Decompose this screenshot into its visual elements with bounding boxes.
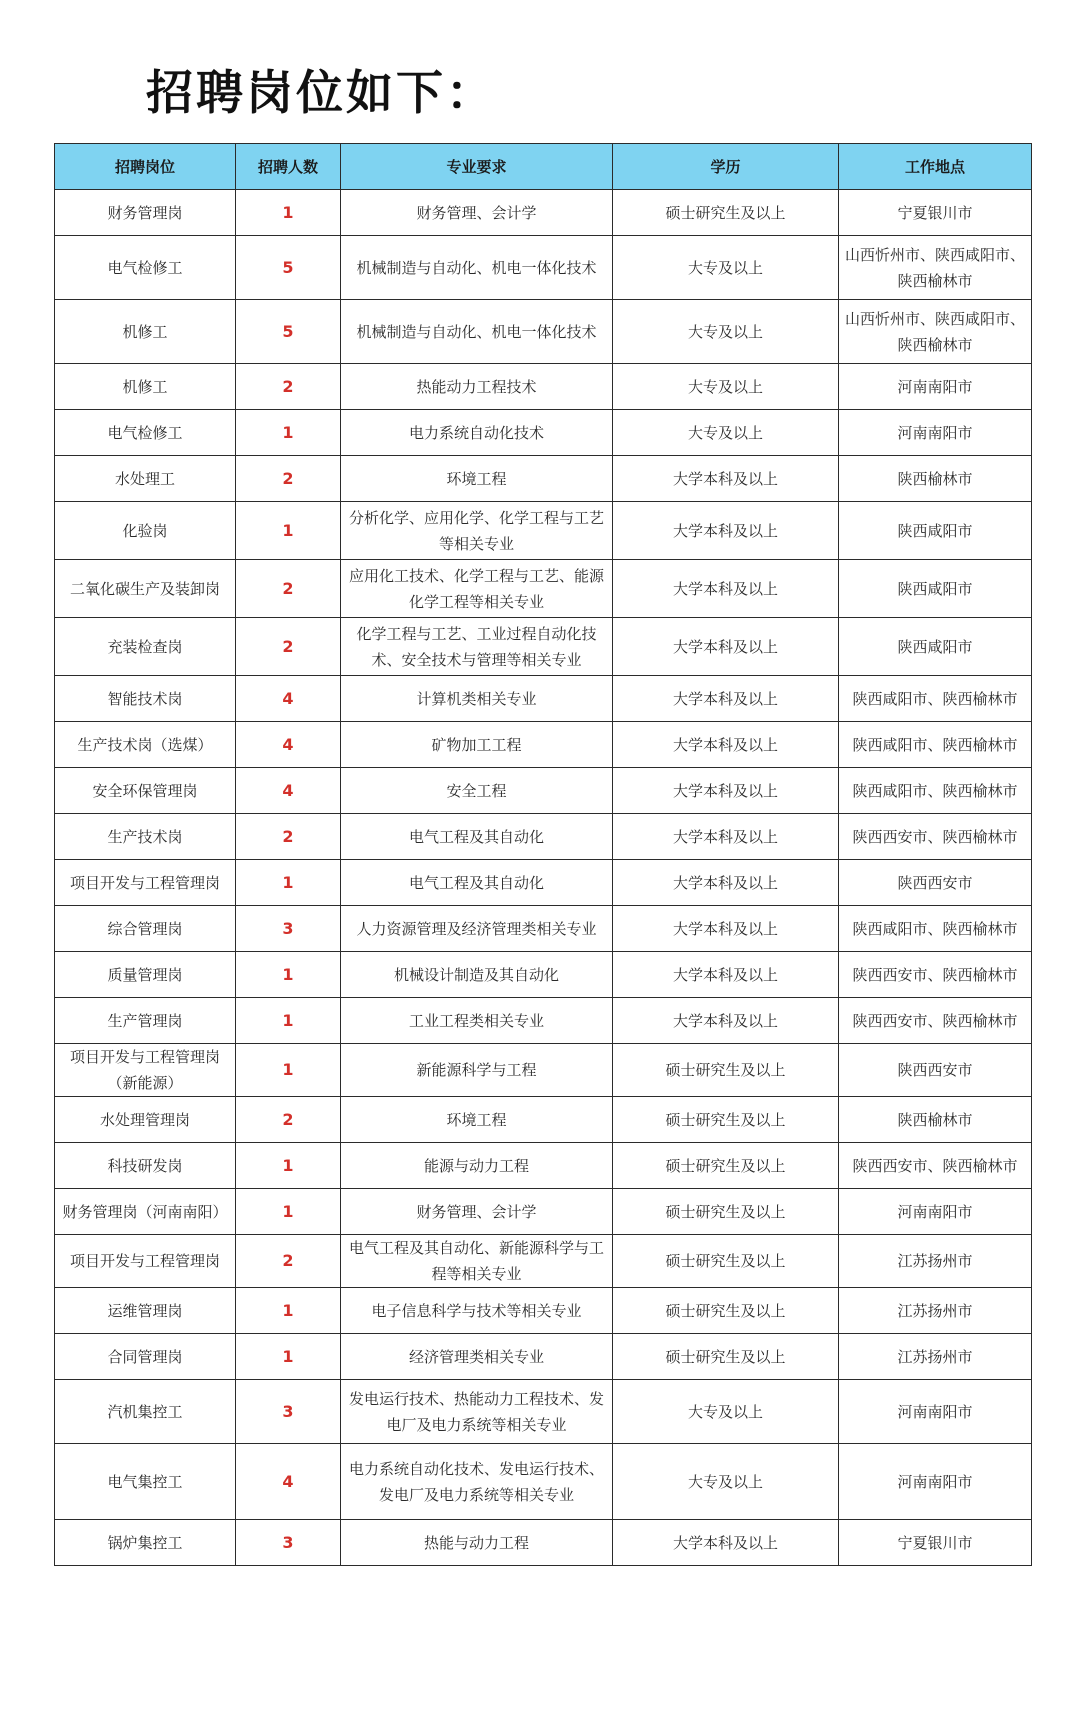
recruitment-table — [54, 143, 1032, 1566]
cell-position: 科技研发岗 — [55, 1143, 236, 1189]
table-row — [55, 676, 1032, 722]
cell-position: 安全环保管理岗 — [55, 768, 236, 814]
cell-education: 大学本科及以上 — [613, 952, 839, 998]
cell-major: 机械制造与自动化、机电一体化技术 — [341, 236, 613, 300]
cell-major: 经济管理类相关专业 — [341, 1334, 613, 1380]
header-education: 学历 — [613, 144, 839, 190]
cell-education: 硕士研究生及以上 — [613, 190, 839, 236]
cell-major: 矿物加工工程 — [341, 722, 613, 768]
cell-position: 水处理管理岗 — [55, 1097, 236, 1143]
cell-major: 电气工程及其自动化、新能源科学与工程等相关专业 — [341, 1235, 613, 1288]
header-position: 招聘岗位 — [55, 144, 236, 190]
cell-education: 大学本科及以上 — [613, 676, 839, 722]
table-row — [55, 860, 1032, 906]
cell-location: 河南南阳市 — [839, 1189, 1032, 1235]
cell-position: 财务管理岗 — [55, 190, 236, 236]
table-row — [55, 1235, 1032, 1288]
cell-education: 大学本科及以上 — [613, 1520, 839, 1566]
cell-position: 生产管理岗 — [55, 998, 236, 1044]
cell-count: 1 — [236, 410, 341, 456]
cell-education: 大学本科及以上 — [613, 560, 839, 618]
cell-major: 分析化学、应用化学、化学工程与工艺等相关专业 — [341, 502, 613, 560]
cell-position: 机修工 — [55, 300, 236, 364]
table-row — [55, 1334, 1032, 1380]
cell-major: 财务管理、会计学 — [341, 1189, 613, 1235]
table-row — [55, 1380, 1032, 1444]
cell-major: 电子信息科学与技术等相关专业 — [341, 1288, 613, 1334]
cell-location: 陕西西安市 — [839, 1044, 1032, 1097]
cell-position: 化验岗 — [55, 502, 236, 560]
cell-position: 机修工 — [55, 364, 236, 410]
cell-count: 2 — [236, 1235, 341, 1288]
cell-location: 河南南阳市 — [839, 364, 1032, 410]
table-row — [55, 236, 1032, 300]
cell-count: 1 — [236, 860, 341, 906]
cell-count: 1 — [236, 998, 341, 1044]
cell-position: 生产技术岗 — [55, 814, 236, 860]
cell-major: 能源与动力工程 — [341, 1143, 613, 1189]
table-row — [55, 998, 1032, 1044]
header-count: 招聘人数 — [236, 144, 341, 190]
cell-count: 3 — [236, 906, 341, 952]
cell-location: 陕西咸阳市、陕西榆林市 — [839, 906, 1032, 952]
cell-position: 综合管理岗 — [55, 906, 236, 952]
cell-count: 1 — [236, 952, 341, 998]
table-row — [55, 560, 1032, 618]
cell-major: 机械制造与自动化、机电一体化技术 — [341, 300, 613, 364]
cell-count: 4 — [236, 676, 341, 722]
cell-major: 电力系统自动化技术、发电运行技术、发电厂及电力系统等相关专业 — [341, 1444, 613, 1520]
cell-location: 山西忻州市、陕西咸阳市、陕西榆林市 — [839, 236, 1032, 300]
cell-education: 大学本科及以上 — [613, 618, 839, 676]
cell-location: 陕西咸阳市 — [839, 502, 1032, 560]
cell-major: 人力资源管理及经济管理类相关专业 — [341, 906, 613, 952]
cell-location: 陕西西安市 — [839, 860, 1032, 906]
cell-major: 财务管理、会计学 — [341, 190, 613, 236]
cell-position: 充装检查岗 — [55, 618, 236, 676]
cell-major: 电气工程及其自动化 — [341, 860, 613, 906]
cell-education: 大专及以上 — [613, 236, 839, 300]
table-header-row — [55, 144, 1032, 190]
cell-education: 大专及以上 — [613, 364, 839, 410]
cell-major: 新能源科学与工程 — [341, 1044, 613, 1097]
cell-count: 4 — [236, 768, 341, 814]
cell-location: 陕西西安市、陕西榆林市 — [839, 814, 1032, 860]
cell-count: 1 — [236, 1143, 341, 1189]
cell-location: 陕西榆林市 — [839, 456, 1032, 502]
cell-education: 大专及以上 — [613, 300, 839, 364]
cell-location: 陕西西安市、陕西榆林市 — [839, 952, 1032, 998]
table-row — [55, 1288, 1032, 1334]
table-row — [55, 1444, 1032, 1520]
cell-position: 二氧化碳生产及装卸岗 — [55, 560, 236, 618]
page-title: 招聘岗位如下： — [146, 66, 496, 121]
table-row — [55, 768, 1032, 814]
cell-education: 大学本科及以上 — [613, 906, 839, 952]
cell-education: 大学本科及以上 — [613, 814, 839, 860]
table-row — [55, 906, 1032, 952]
cell-location: 河南南阳市 — [839, 1444, 1032, 1520]
cell-position: 质量管理岗 — [55, 952, 236, 998]
cell-major: 电力系统自动化技术 — [341, 410, 613, 456]
cell-major: 环境工程 — [341, 456, 613, 502]
cell-position: 电气检修工 — [55, 410, 236, 456]
table-row — [55, 364, 1032, 410]
cell-position: 项目开发与工程管理岗 — [55, 1235, 236, 1288]
table-row — [55, 502, 1032, 560]
table-row — [55, 952, 1032, 998]
cell-education: 大学本科及以上 — [613, 502, 839, 560]
cell-position: 锅炉集控工 — [55, 1520, 236, 1566]
table-row — [55, 410, 1032, 456]
cell-education: 大专及以上 — [613, 410, 839, 456]
cell-count: 4 — [236, 722, 341, 768]
cell-education: 硕士研究生及以上 — [613, 1334, 839, 1380]
cell-position: 财务管理岗（河南南阳） — [55, 1189, 236, 1235]
cell-major: 机械设计制造及其自动化 — [341, 952, 613, 998]
cell-education: 硕士研究生及以上 — [613, 1288, 839, 1334]
cell-major: 环境工程 — [341, 1097, 613, 1143]
cell-position: 运维管理岗 — [55, 1288, 236, 1334]
cell-education: 大专及以上 — [613, 1380, 839, 1444]
cell-position: 生产技术岗（选煤） — [55, 722, 236, 768]
table-row — [55, 722, 1032, 768]
cell-location: 陕西榆林市 — [839, 1097, 1032, 1143]
cell-location: 宁夏银川市 — [839, 190, 1032, 236]
table-row — [55, 814, 1032, 860]
cell-count: 2 — [236, 456, 341, 502]
cell-education: 大专及以上 — [613, 1444, 839, 1520]
cell-position: 电气集控工 — [55, 1444, 236, 1520]
cell-location: 江苏扬州市 — [839, 1288, 1032, 1334]
cell-count: 2 — [236, 618, 341, 676]
cell-count: 2 — [236, 814, 341, 860]
cell-count: 2 — [236, 364, 341, 410]
cell-count: 1 — [236, 1334, 341, 1380]
cell-major: 工业工程类相关专业 — [341, 998, 613, 1044]
table-row — [55, 456, 1032, 502]
cell-count: 2 — [236, 1097, 341, 1143]
cell-position: 合同管理岗 — [55, 1334, 236, 1380]
table-row — [55, 1044, 1032, 1097]
cell-education: 大学本科及以上 — [613, 768, 839, 814]
cell-count: 1 — [236, 1189, 341, 1235]
header-location: 工作地点 — [839, 144, 1032, 190]
cell-position: 项目开发与工程管理岗 — [55, 860, 236, 906]
cell-location: 陕西咸阳市 — [839, 560, 1032, 618]
cell-major: 化学工程与工艺、工业过程自动化技术、安全技术与管理等相关专业 — [341, 618, 613, 676]
cell-education: 大学本科及以上 — [613, 998, 839, 1044]
cell-count: 5 — [236, 300, 341, 364]
cell-count: 1 — [236, 502, 341, 560]
cell-count: 1 — [236, 190, 341, 236]
cell-location: 河南南阳市 — [839, 410, 1032, 456]
cell-position: 项目开发与工程管理岗（新能源） — [55, 1044, 236, 1097]
cell-location: 陕西西安市、陕西榆林市 — [839, 998, 1032, 1044]
cell-major: 应用化工技术、化学工程与工艺、能源化学工程等相关专业 — [341, 560, 613, 618]
cell-count: 1 — [236, 1288, 341, 1334]
cell-location: 陕西咸阳市、陕西榆林市 — [839, 768, 1032, 814]
cell-count: 5 — [236, 236, 341, 300]
cell-location: 陕西咸阳市、陕西榆林市 — [839, 676, 1032, 722]
cell-location: 陕西西安市、陕西榆林市 — [839, 1143, 1032, 1189]
cell-count: 3 — [236, 1520, 341, 1566]
cell-position: 汽机集控工 — [55, 1380, 236, 1444]
cell-position: 智能技术岗 — [55, 676, 236, 722]
cell-count: 2 — [236, 560, 341, 618]
cell-education: 硕士研究生及以上 — [613, 1235, 839, 1288]
table-row — [55, 190, 1032, 236]
table-row — [55, 618, 1032, 676]
cell-major: 热能与动力工程 — [341, 1520, 613, 1566]
header-major: 专业要求 — [341, 144, 613, 190]
cell-education: 大学本科及以上 — [613, 860, 839, 906]
cell-location: 江苏扬州市 — [839, 1334, 1032, 1380]
cell-location: 山西忻州市、陕西咸阳市、陕西榆林市 — [839, 300, 1032, 364]
cell-major: 计算机类相关专业 — [341, 676, 613, 722]
cell-major: 安全工程 — [341, 768, 613, 814]
cell-position: 电气检修工 — [55, 236, 236, 300]
table-row — [55, 300, 1032, 364]
cell-education: 大学本科及以上 — [613, 456, 839, 502]
cell-education: 硕士研究生及以上 — [613, 1044, 839, 1097]
cell-education: 硕士研究生及以上 — [613, 1143, 839, 1189]
table-row — [55, 1097, 1032, 1143]
cell-location: 陕西咸阳市 — [839, 618, 1032, 676]
table-row — [55, 1520, 1032, 1566]
cell-count: 4 — [236, 1444, 341, 1520]
cell-location: 宁夏银川市 — [839, 1520, 1032, 1566]
table-row — [55, 1143, 1032, 1189]
cell-location: 陕西咸阳市、陕西榆林市 — [839, 722, 1032, 768]
table-row — [55, 1189, 1032, 1235]
cell-major: 电气工程及其自动化 — [341, 814, 613, 860]
cell-major: 热能动力工程技术 — [341, 364, 613, 410]
cell-count: 3 — [236, 1380, 341, 1444]
cell-position: 水处理工 — [55, 456, 236, 502]
cell-education: 硕士研究生及以上 — [613, 1097, 839, 1143]
cell-education: 硕士研究生及以上 — [613, 1189, 839, 1235]
cell-major: 发电运行技术、热能动力工程技术、发电厂及电力系统等相关专业 — [341, 1380, 613, 1444]
cell-location: 河南南阳市 — [839, 1380, 1032, 1444]
cell-count: 1 — [236, 1044, 341, 1097]
cell-location: 江苏扬州市 — [839, 1235, 1032, 1288]
cell-education: 大学本科及以上 — [613, 722, 839, 768]
